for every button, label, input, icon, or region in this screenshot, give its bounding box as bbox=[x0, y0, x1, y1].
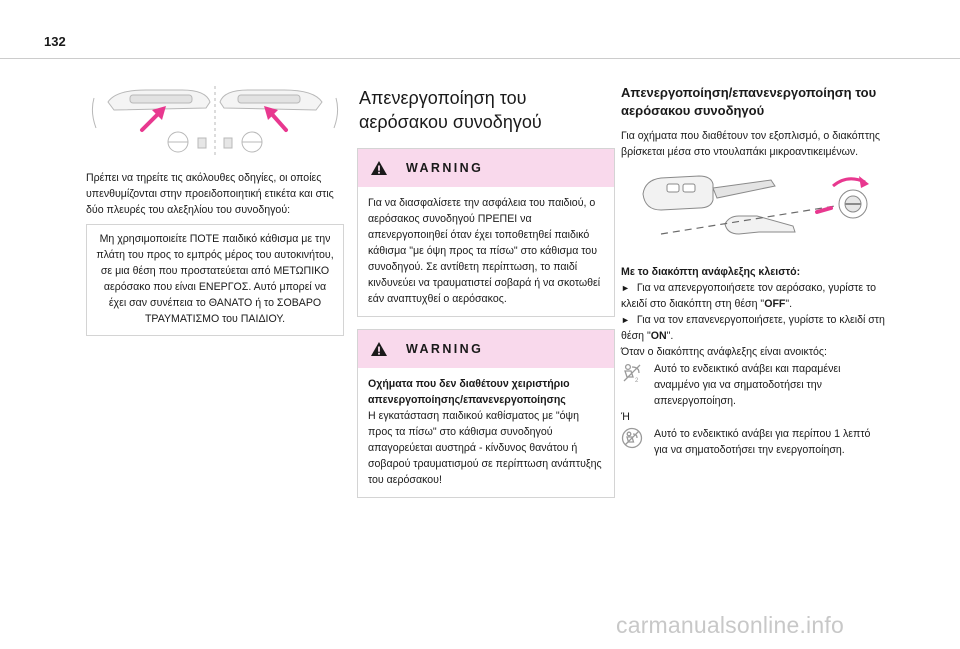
bullet-triangle-icon: ► bbox=[621, 283, 630, 293]
warning-text: Η εγκατάσταση παιδικού καθίσματος με "όψη προς τα πίσω" στο κάθισμα συνοδηγού απαγορεύεται αυστηρά - κίνδυνος θανάτου ή σοβαρού τραυματισμού σε περίπτωση ανάπτυξης του αερόσακου! bbox=[368, 410, 602, 486]
section-title: Απενεργοποίηση/επανενεργοποίηση του αερόσακου συνοδηγού bbox=[621, 85, 877, 118]
sun-visor-label-illustration bbox=[86, 72, 344, 160]
warning-text: Για να διασφαλίσετε την ασφάλεια του παιδιού, ο αερόσακος συνοδηγού ΠΡΕΠΕΙ να απενεργοποιηθεί όταν έχει τοποθετηθεί παιδικό κάθισμα "με όψη προς τα πίσω" στο κάθισμα του συνοδηγού. Σε αντίθετη περίπτωση, το παιδί κινδυνεύει να τραυματιστεί σοβαρά ή να σκοτωθεί εάν αναπτυχθεί ο αερόσακος. bbox=[368, 197, 601, 305]
indicator-on-text: Αυτό το ενδεικτικό ανάβει για περίπου 1 λεπτό για να σηματοδοτήσει την ενεργοποίηση. bbox=[654, 428, 871, 456]
step-deactivate: ► Για να απενεργοποιήσετε τον αερόσακο, γυρίστε το κλειδί στο διακόπτη στη θέση "OFF". bbox=[621, 282, 877, 310]
indicator-off-text: Αυτό το ενδεικτικό ανάβει και παραμένει αναμμένο για να σηματοδοτήσει την απενεργοποίηση. bbox=[654, 363, 841, 407]
page-number: 132 bbox=[44, 34, 66, 49]
off-position: OFF bbox=[764, 298, 786, 310]
indicator-off-row bbox=[621, 361, 886, 409]
svg-text:2: 2 bbox=[635, 378, 639, 384]
key-switch-illustration bbox=[621, 166, 886, 256]
airbag-off-icon bbox=[621, 362, 643, 384]
ignition-on-condition: Όταν ο διακόπτης ανάφλεξης είναι ανοικτός: bbox=[621, 346, 827, 358]
column-deactivation bbox=[357, 72, 615, 510]
intro-text: Για οχήματα που διαθέτουν τον εξοπλισμό, ο διακόπτης βρίσκεται μέσα στο ντουλαπάκι μικροαντικειμένων. bbox=[621, 130, 881, 158]
warning-header bbox=[358, 330, 614, 368]
warning-label: WARNING bbox=[406, 342, 484, 356]
step-reactivate: ► Για να τον επανενεργοποιήσετε, γυρίστε το κλειδί στη θέση "ON". bbox=[621, 314, 885, 342]
watermark: carmanualsonline.info bbox=[616, 612, 844, 638]
top-rule bbox=[0, 58, 960, 59]
column-switch bbox=[621, 72, 886, 458]
warning-heading: Οχήματα που δεν διαθέτουν χειριστήριο απενεργοποίησης/επανενεργοποίησης bbox=[368, 378, 570, 406]
warning-label: WARNING bbox=[406, 161, 484, 175]
warning-box bbox=[357, 148, 615, 317]
warning-note-box bbox=[86, 224, 344, 336]
warning-box bbox=[357, 329, 615, 498]
bullet-triangle-icon: ► bbox=[621, 315, 630, 325]
indicator-on-row bbox=[621, 426, 886, 458]
airbag-on-icon bbox=[621, 427, 643, 449]
switch-condition-heading: Με το διακόπτη ανάφλεξης κλειστό: bbox=[621, 266, 801, 278]
warning-header bbox=[358, 149, 614, 187]
warning-note-text: Μη χρησιμοποιείτε ΠΟΤΕ παιδικό κάθισμα με την πλάτη του προς το εμπρός μέρος του αυτοκινήτου, σε μια θέση που προστατεύεται από ΜΕΤΩΠΙΚΟ αερόσακο που είναι ΕΝΕΡΓΟΣ. Αυτό μπορεί να έχει σαν συνέπεια το ΘΑΝΑΤΟ ή το ΣΟΒΑΡΟ ΤΡΑΥΜΑΤΙΣΜΟ του ΠΑΙΔΙΟΥ. bbox=[96, 233, 334, 325]
on-position: ON bbox=[650, 330, 667, 342]
column-sun-visor bbox=[86, 72, 344, 336]
warning-triangle-icon bbox=[370, 160, 388, 176]
warning-triangle-icon bbox=[370, 341, 388, 357]
section-title: Απενεργοποίηση του αερόσακου συνοδηγού bbox=[359, 88, 542, 132]
intro-text: Πρέπει να τηρείτε τις ακόλουθες οδηγίες, οι οποίες υπενθυμίζονται στην προειδοποιητική ετικέτα και στις δύο πλευρές του αλεξηλίου του συνοδηγού: bbox=[86, 172, 334, 216]
or-separator: Ή bbox=[621, 411, 630, 423]
